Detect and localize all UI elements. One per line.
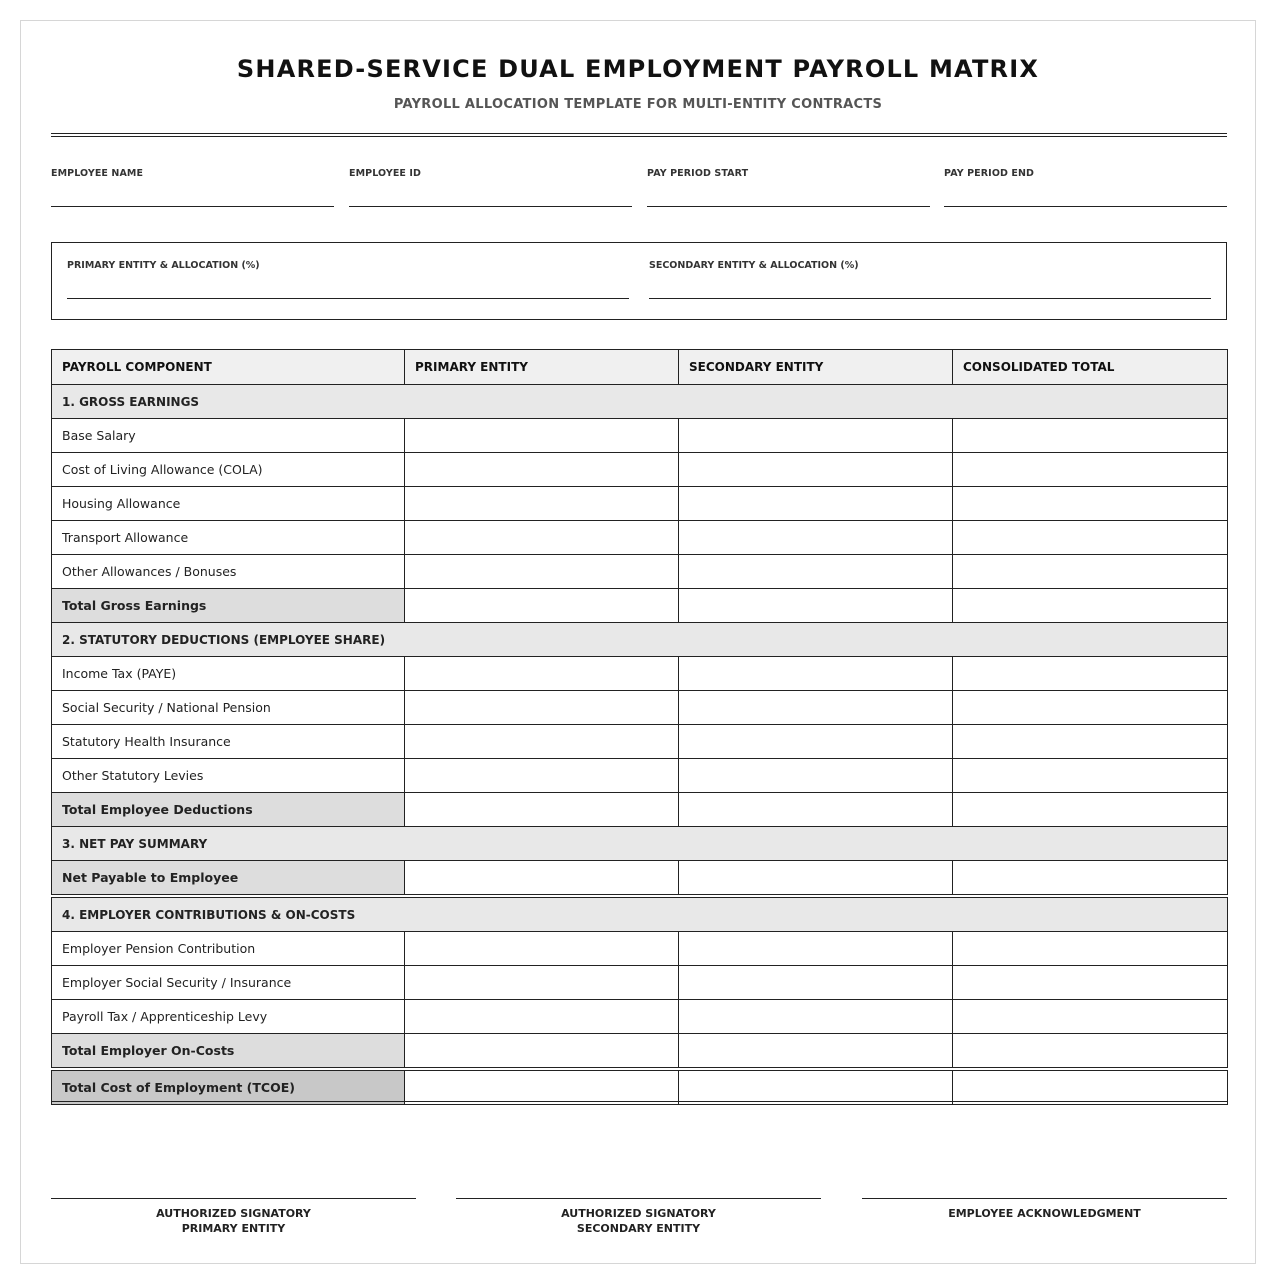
employee-name-label: EMPLOYEE NAME <box>51 168 144 179</box>
table-row <box>52 419 1228 453</box>
secondary-entity-cell[interactable] <box>679 657 953 691</box>
signature-line1: AUTHORIZED SIGNATORY <box>561 1207 716 1220</box>
primary-entity-cell[interactable] <box>405 657 679 691</box>
section-heading: 4. EMPLOYER CONTRIBUTIONS & ON-COSTS <box>52 898 1228 932</box>
primary-entity-cell[interactable] <box>405 725 679 759</box>
consolidated-total-cell[interactable] <box>953 1071 1228 1105</box>
secondary-allocation-label: SECONDARY ENTITY & ALLOCATION (%) <box>649 260 859 271</box>
consolidated-total-cell[interactable] <box>953 966 1228 1000</box>
table-row <box>52 691 1228 725</box>
table-row <box>52 657 1228 691</box>
total-label: Total Gross Earnings <box>52 589 405 623</box>
row-label: Employer Pension Contribution <box>52 932 405 966</box>
consolidated-total-cell[interactable] <box>953 759 1228 793</box>
table-row <box>52 453 1228 487</box>
consolidated-total-cell[interactable] <box>953 1034 1228 1068</box>
consolidated-total-cell[interactable] <box>953 1000 1228 1034</box>
secondary-entity-cell[interactable] <box>679 453 953 487</box>
secondary-allocation-input-line[interactable] <box>649 298 1211 299</box>
secondary-entity-cell[interactable] <box>679 521 953 555</box>
primary-entity-cell[interactable] <box>405 487 679 521</box>
total-row <box>52 589 1228 623</box>
table-row <box>52 932 1228 966</box>
table-row <box>52 487 1228 521</box>
row-label: Other Allowances / Bonuses <box>52 555 405 589</box>
employee-id-input-line[interactable] <box>349 206 632 207</box>
signature-secondary-entity[interactable] <box>456 1198 821 1236</box>
table-row <box>52 759 1228 793</box>
primary-entity-cell[interactable] <box>405 966 679 1000</box>
primary-allocation-field[interactable] <box>67 260 629 299</box>
secondary-entity-cell[interactable] <box>679 725 953 759</box>
consolidated-total-cell[interactable] <box>953 419 1228 453</box>
table-row <box>52 555 1228 589</box>
section-heading: 3. NET PAY SUMMARY <box>52 827 1228 861</box>
primary-entity-cell[interactable] <box>405 521 679 555</box>
consolidated-total-cell[interactable] <box>953 793 1228 827</box>
section-header-row <box>52 385 1228 419</box>
table-row <box>52 966 1228 1000</box>
row-label: Other Statutory Levies <box>52 759 405 793</box>
employee-id-field[interactable] <box>349 168 632 207</box>
secondary-entity-cell[interactable] <box>679 932 953 966</box>
secondary-entity-cell[interactable] <box>679 1034 953 1068</box>
secondary-entity-cell[interactable] <box>679 419 953 453</box>
secondary-entity-cell[interactable] <box>679 1071 953 1105</box>
column-header-primary: PRIMARY ENTITY <box>405 350 679 385</box>
signature-line1: AUTHORIZED SIGNATORY <box>156 1207 311 1220</box>
row-label: Base Salary <box>52 419 405 453</box>
primary-entity-cell[interactable] <box>405 453 679 487</box>
total-row <box>52 1034 1228 1068</box>
consolidated-total-cell[interactable] <box>953 555 1228 589</box>
page-subtitle: PAYROLL ALLOCATION TEMPLATE FOR MULTI-ENTITY CONTRACTS <box>393 97 883 112</box>
grand-total-row <box>52 1071 1228 1105</box>
section-heading: 1. GROSS EARNINGS <box>52 385 1228 419</box>
row-label: Employer Social Security / Insurance <box>52 966 405 1000</box>
column-header-secondary: SECONDARY ENTITY <box>679 350 953 385</box>
section-heading: 2. STATUTORY DEDUCTIONS (EMPLOYEE SHARE) <box>52 623 1228 657</box>
primary-allocation-label: PRIMARY ENTITY & ALLOCATION (%) <box>67 260 260 271</box>
employee-name-field[interactable] <box>51 168 334 207</box>
primary-entity-cell[interactable] <box>405 1034 679 1068</box>
secondary-entity-cell[interactable] <box>679 691 953 725</box>
secondary-entity-cell[interactable] <box>679 555 953 589</box>
total-row <box>52 861 1228 895</box>
signature-line2: SECONDARY ENTITY <box>576 1222 701 1235</box>
pay-period-end-input-line[interactable] <box>944 206 1227 207</box>
allocation-box <box>51 242 1227 320</box>
row-label: Transport Allowance <box>52 521 405 555</box>
primary-entity-cell[interactable] <box>405 691 679 725</box>
signature-line2: PRIMARY ENTITY <box>181 1222 286 1235</box>
column-header-component: PAYROLL COMPONENT <box>52 350 405 385</box>
consolidated-total-cell[interactable] <box>953 861 1228 895</box>
section-header-row <box>52 623 1228 657</box>
column-header-consolidated: CONSOLIDATED TOTAL <box>953 350 1228 385</box>
table-row <box>52 725 1228 759</box>
consolidated-total-cell[interactable] <box>953 487 1228 521</box>
header-divider <box>51 133 1227 137</box>
payroll-matrix-table <box>51 349 1228 1105</box>
payroll-form-page <box>20 20 1256 1264</box>
pay-period-start-input-line[interactable] <box>647 206 930 207</box>
employee-name-input-line[interactable] <box>51 206 334 207</box>
primary-entity-cell[interactable] <box>405 555 679 589</box>
secondary-entity-cell[interactable] <box>679 589 953 623</box>
secondary-entity-cell[interactable] <box>679 759 953 793</box>
total-label: Total Employer On-Costs <box>52 1034 405 1068</box>
primary-entity-cell[interactable] <box>405 861 679 895</box>
row-label: Cost of Living Allowance (COLA) <box>52 453 405 487</box>
primary-entity-cell[interactable] <box>405 759 679 793</box>
primary-entity-cell[interactable] <box>405 1000 679 1034</box>
employee-id-label: EMPLOYEE ID <box>349 168 422 179</box>
secondary-entity-cell[interactable] <box>679 487 953 521</box>
table-bottom-rule <box>51 1101 1227 1102</box>
row-label: Statutory Health Insurance <box>52 725 405 759</box>
secondary-entity-cell[interactable] <box>679 861 953 895</box>
primary-entity-cell[interactable] <box>405 932 679 966</box>
page-title: SHARED-SERVICE DUAL EMPLOYMENT PAYROLL MATRIX <box>236 55 1040 83</box>
grand-total-label: Total Cost of Employment (TCOE) <box>52 1071 405 1105</box>
secondary-allocation-field[interactable] <box>649 260 1211 299</box>
row-label: Housing Allowance <box>52 487 405 521</box>
signature-primary-entity[interactable] <box>51 1198 416 1236</box>
consolidated-total-cell[interactable] <box>953 589 1228 623</box>
pay-period-end-field[interactable] <box>944 168 1227 207</box>
secondary-entity-cell[interactable] <box>679 966 953 1000</box>
section-header-row <box>52 827 1228 861</box>
total-label: Net Payable to Employee <box>52 861 405 895</box>
total-label: Total Employee Deductions <box>52 793 405 827</box>
signature-employee[interactable] <box>862 1198 1227 1221</box>
section-header-row <box>52 898 1228 932</box>
secondary-entity-cell[interactable] <box>679 1000 953 1034</box>
consolidated-total-cell[interactable] <box>953 657 1228 691</box>
total-row <box>52 793 1228 827</box>
primary-entity-cell[interactable] <box>405 419 679 453</box>
consolidated-total-cell[interactable] <box>953 521 1228 555</box>
row-label: Income Tax (PAYE) <box>52 657 405 691</box>
primary-allocation-input-line[interactable] <box>67 298 629 299</box>
consolidated-total-cell[interactable] <box>953 691 1228 725</box>
pay-period-start-field[interactable] <box>647 168 930 207</box>
consolidated-total-cell[interactable] <box>953 453 1228 487</box>
consolidated-total-cell[interactable] <box>953 932 1228 966</box>
primary-entity-cell[interactable] <box>405 589 679 623</box>
pay-period-start-label: PAY PERIOD START <box>647 168 749 179</box>
primary-entity-cell[interactable] <box>405 1071 679 1105</box>
table-row <box>52 521 1228 555</box>
table-row <box>52 1000 1228 1034</box>
signature-line1: EMPLOYEE ACKNOWLEDGMENT <box>948 1207 1141 1220</box>
primary-entity-cell[interactable] <box>405 793 679 827</box>
pay-period-end-label: PAY PERIOD END <box>944 168 1035 179</box>
table-header-row <box>52 350 1228 385</box>
consolidated-total-cell[interactable] <box>953 725 1228 759</box>
row-label: Payroll Tax / Apprenticeship Levy <box>52 1000 405 1034</box>
row-label: Social Security / National Pension <box>52 691 405 725</box>
secondary-entity-cell[interactable] <box>679 793 953 827</box>
